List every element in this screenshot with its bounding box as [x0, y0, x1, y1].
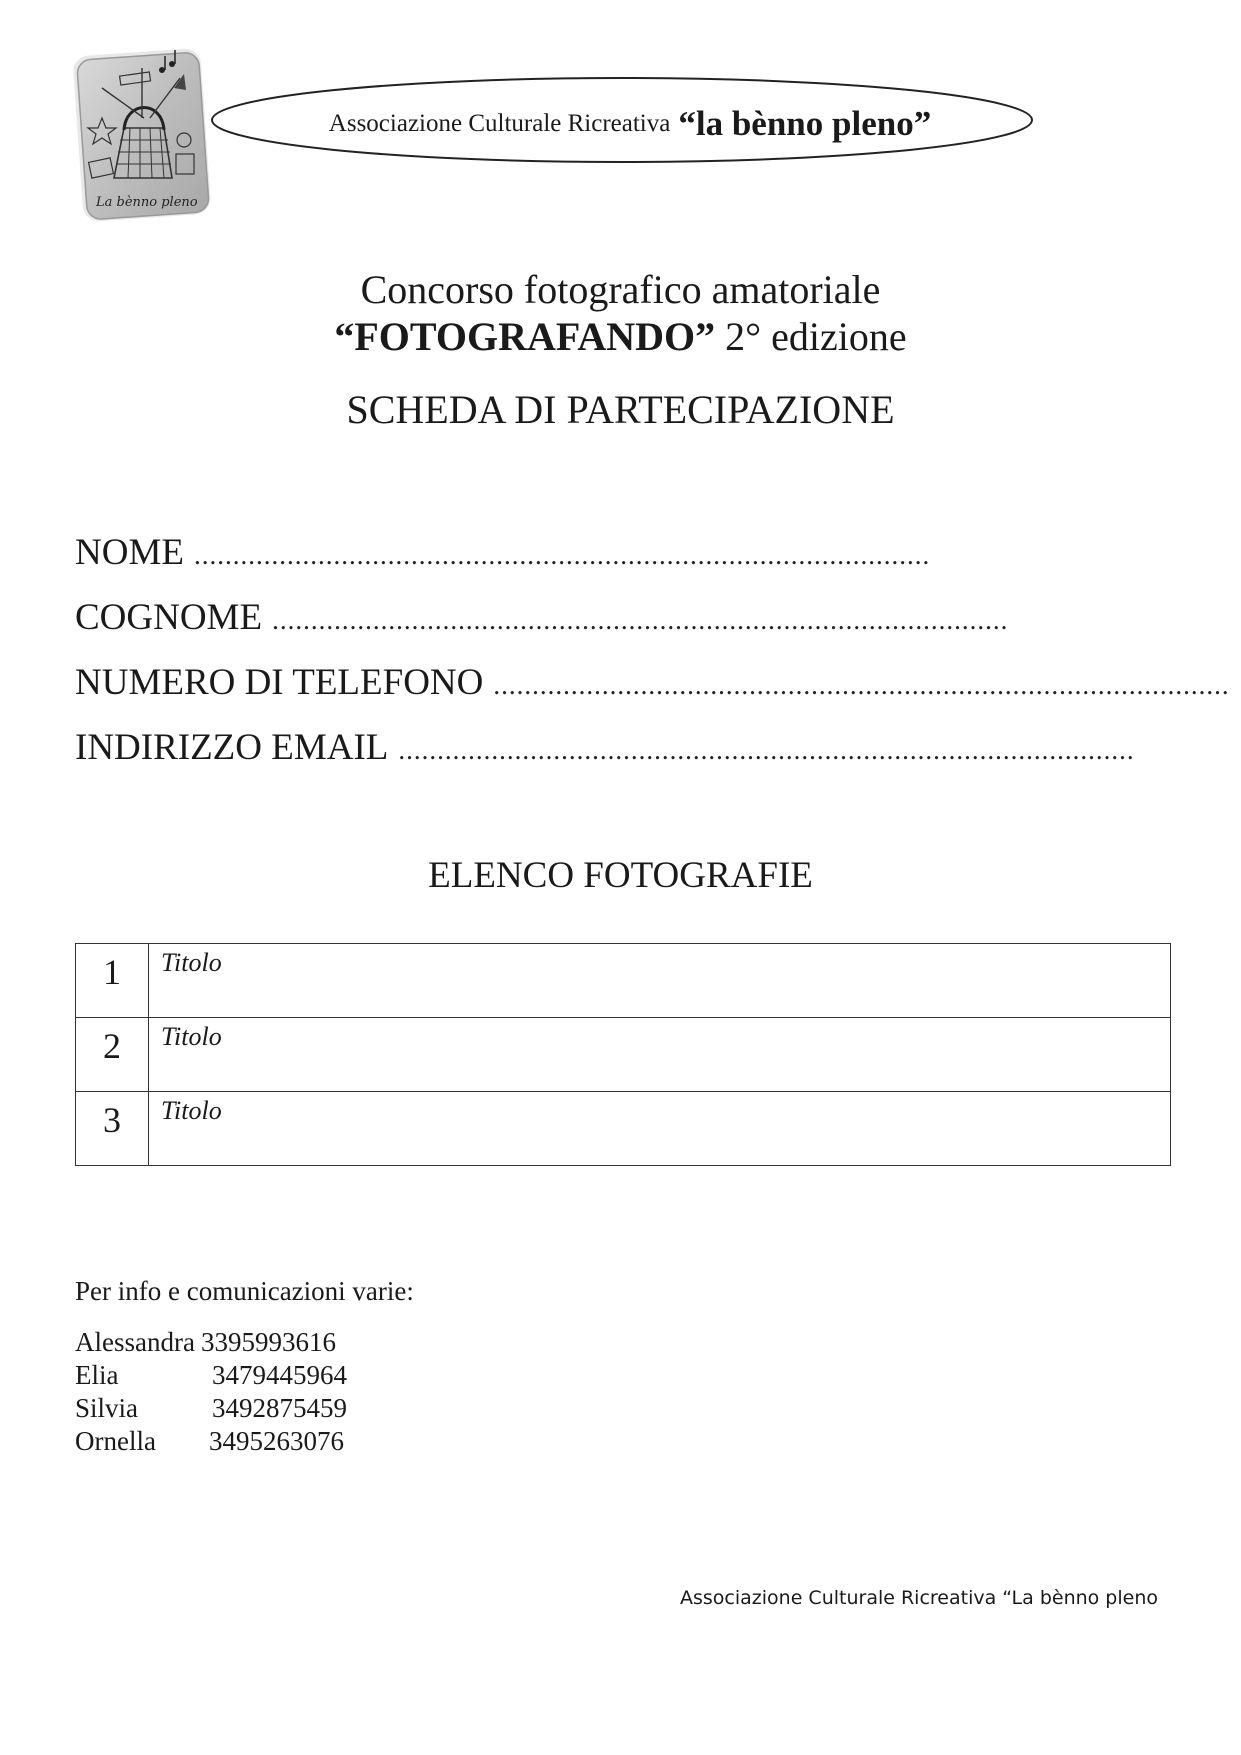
- fill-in-dots[interactable]: ...............................................................................................: [272, 605, 1009, 635]
- contact-name: Alessandra: [75, 1327, 195, 1357]
- field-email[interactable]: [75, 723, 1135, 773]
- association-logo: [72, 48, 212, 224]
- fill-in-dots[interactable]: ...............................................................................................: [493, 670, 1230, 700]
- contact-name: Ornella: [75, 1426, 156, 1456]
- association-prefix: Associazione Culturale Ricreativa: [328, 110, 671, 137]
- photo-number: 3: [76, 1092, 149, 1166]
- contest-name: “FOTOGRAFANDO”: [334, 314, 716, 359]
- form-title: SCHEDA DI PARTECIPAZIONE: [346, 387, 895, 432]
- field-telefono[interactable]: [75, 658, 1230, 708]
- association-name: “la bènno pleno”: [678, 104, 932, 143]
- photo-title-cell[interactable]: Titolo: [149, 1092, 1171, 1166]
- contact-phone: 3395993616: [200, 1327, 336, 1357]
- contact-name: Elia: [75, 1360, 119, 1390]
- contact-name: Silvia: [75, 1393, 139, 1423]
- table-row: [76, 944, 1171, 1018]
- fill-in-dots[interactable]: ...............................................................................................: [193, 540, 931, 570]
- field-cognome[interactable]: [75, 593, 1115, 643]
- photo-title-cell[interactable]: Titolo: [149, 944, 1171, 1018]
- contacts-heading: Per info e comunicazioni varie:: [75, 1276, 414, 1306]
- page-footer: Associazione Culturale Ricreativa “La bènno pleno: [680, 1587, 1159, 1609]
- photo-title-cell[interactable]: Titolo: [149, 1018, 1171, 1092]
- contest-title: Concorso fotografico amatoriale: [360, 267, 881, 312]
- contact-ornella: [75, 1425, 475, 1458]
- field-label: COGNOME: [75, 597, 263, 638]
- contact-elia: [75, 1359, 475, 1392]
- photo-number: 1: [76, 944, 149, 1018]
- field-label: INDIRIZZO EMAIL: [75, 727, 389, 768]
- table-row: [76, 1018, 1171, 1092]
- association-title: [240, 86, 1020, 162]
- field-label: NOME: [75, 532, 184, 573]
- contact-silvia: [75, 1392, 475, 1425]
- photo-list-heading: ELENCO FOTOGRAFIE: [428, 855, 813, 896]
- photo-number: 2: [76, 1018, 149, 1092]
- field-nome[interactable]: [75, 528, 1115, 578]
- table-row: [76, 1092, 1171, 1166]
- contact-phone: 3495263076: [209, 1426, 344, 1456]
- photo-list-table: [75, 943, 1171, 1166]
- contact-phone: 3479445964: [212, 1360, 347, 1390]
- contact-alessandra: [75, 1326, 475, 1359]
- edition-text: 2° edizione: [725, 314, 907, 359]
- contact-phone: 3492875459: [212, 1393, 347, 1423]
- fill-in-dots[interactable]: ...............................................................................................: [398, 735, 1135, 765]
- contest-edition: [0, 313, 1241, 361]
- logo-caption: La bènno pleno: [96, 195, 198, 210]
- field-label: NUMERO DI TELEFONO: [75, 662, 484, 703]
